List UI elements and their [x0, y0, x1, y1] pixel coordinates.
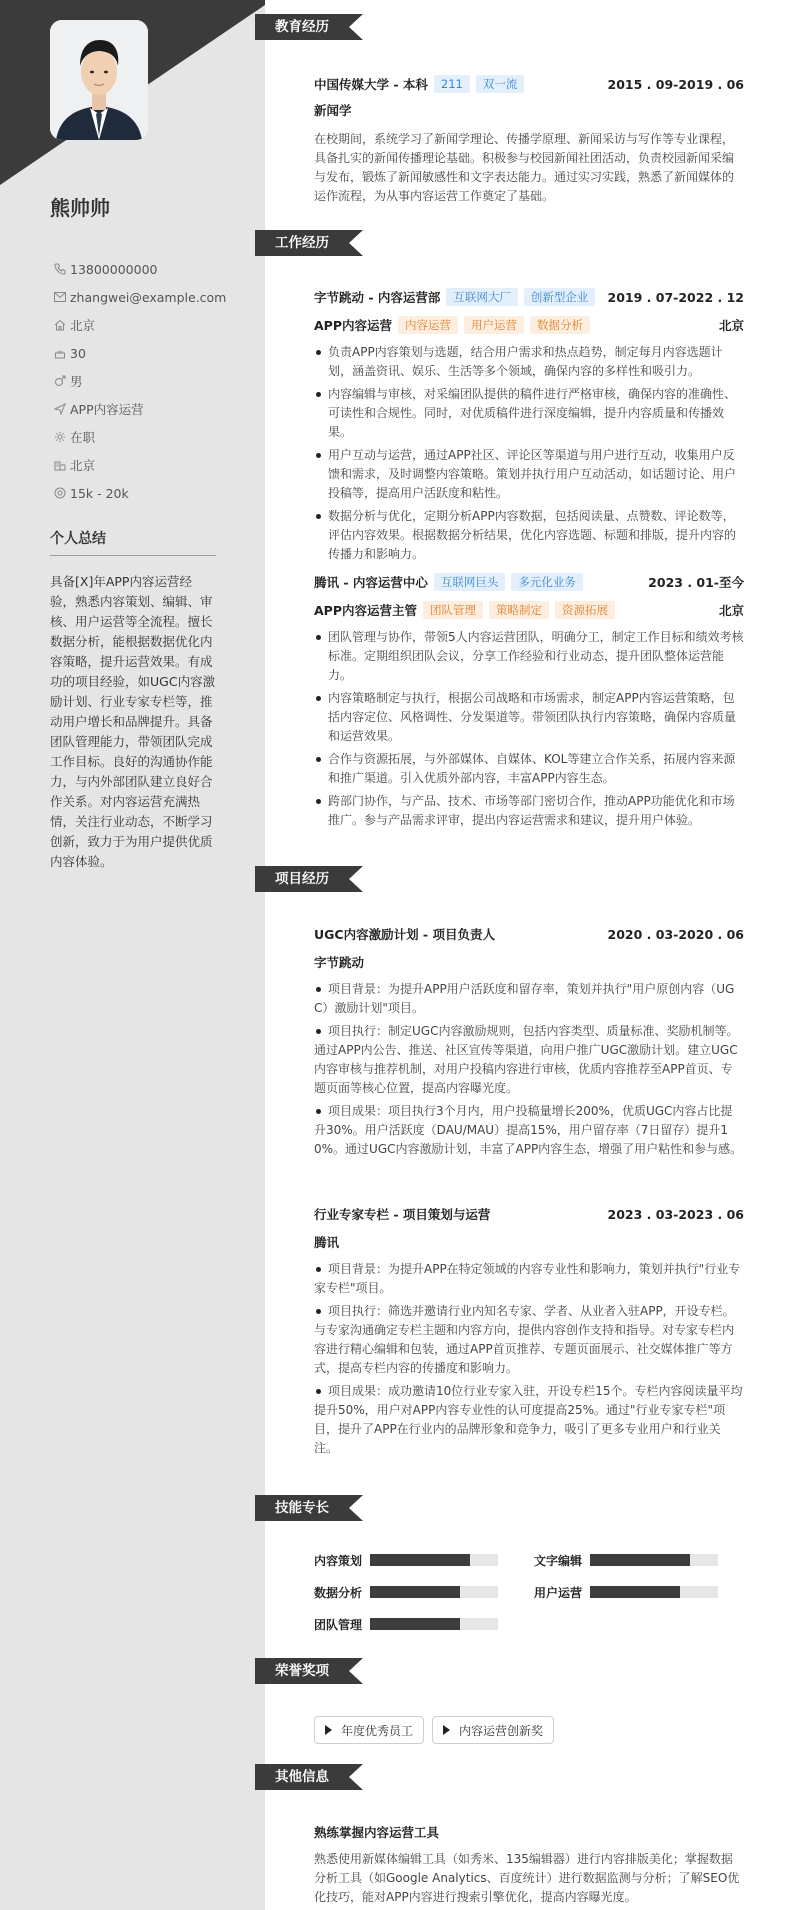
- work-bullet: 数据分析与优化，定期分析APP内容数据，包括阅读量、点赞数、评论数等，评估内容效果。根据数据分析结果，优化内容选题、标题和排版，提升内容的传播力和影响力。: [314, 507, 744, 564]
- contact-list: [50, 255, 250, 507]
- work-date: 2023 . 01-至今: [648, 575, 744, 590]
- skill-bar: [590, 1554, 718, 1566]
- job-role: APP内容运营: [314, 318, 392, 333]
- project-org-row: [314, 952, 744, 972]
- school-name: 中国传媒大学 - 本科: [314, 77, 428, 92]
- summary-text: 具备[X]年APP内容运营经验，熟悉内容策划、编辑、审核、用户运营等全流程。擅长数据分析，能根据数据优化内容策略，提升运营效果。有成功的项目经验，如UGC内容激励计划、行业专家专栏等，推动用户增长和品牌提升。具备团队管理能力，带领团队完成工作目标。良好的沟通协作能力，与内外部团队建立良好合作关系。对内容运营充满热情，关注行业动态，不断学习创新，致力于为用户提供优质内容体验。: [50, 574, 216, 869]
- work-bullet: 内容策略制定与执行，根据公司战略和市场需求，制定APP内容运营策略，包括内容定位、风格调性、分发渠道等。带领团队执行内容策略，确保内容质量和运营效果。: [314, 689, 744, 746]
- mail-icon: [50, 290, 70, 304]
- skill-name: 文字编辑: [534, 1553, 583, 1568]
- company-tag: 创新型企业: [524, 288, 596, 306]
- contact-age: [50, 339, 250, 367]
- other-title: 熟练掌握内容运营工具: [314, 1825, 440, 1840]
- project-org-row: [314, 1232, 744, 1252]
- contact-phone: [50, 255, 250, 283]
- section-work: [255, 230, 363, 256]
- project-bullet: 项目背景：为提升APP在特定领域的内容专业性和影响力，策划并执行"行业专家专栏"项目。: [314, 1260, 744, 1298]
- contact-target-job: [50, 395, 250, 423]
- company-tag: 互联网巨头: [434, 573, 506, 591]
- company-tag: 互联网大厂: [446, 288, 518, 306]
- skill-name: 内容策划: [314, 1553, 363, 1568]
- work-bullet: 团队管理与协作，带领5人内容运营团队，明确分工，制定工作目标和绩效考核标准。定期组织团队会议，分享工作经验和行业动态，提升团队整体运营能力。: [314, 628, 744, 685]
- project-header: [314, 924, 744, 944]
- work-location: 北京: [718, 318, 744, 333]
- skill-bar: [370, 1586, 498, 1598]
- contact-text: zhangwei@example.com: [70, 289, 227, 305]
- work-role-row: [314, 315, 744, 335]
- skill-item: [534, 1552, 718, 1568]
- project-org: 腾讯: [314, 1235, 340, 1250]
- section-title: 工作经历: [275, 235, 329, 251]
- major: 新闻学: [314, 103, 352, 118]
- role-tag: 团队管理: [423, 601, 483, 619]
- work-bullets: [314, 343, 744, 568]
- job-role: APP内容运营主管: [314, 603, 417, 618]
- education-date: 2015 . 09-2019 . 06: [607, 76, 744, 92]
- section-education: [255, 14, 363, 40]
- work-date: 2019 . 07-2022 . 12: [607, 289, 744, 305]
- school-tag: 双一流: [476, 75, 525, 93]
- skill-name: 数据分析: [314, 1585, 363, 1600]
- project-bullet: 项目成果：项目执行3个月内，用户投稿量增长200%，优质UGC内容占比提升30%。用户活跃度（DAU/MAU）提高15%，用户留存率（7日留存）提升10%。通过UGC内容激励计划，丰富了APP内容生态，增强了用户粘性和参与感。: [314, 1102, 744, 1159]
- work-bullet: 内容编辑与审核，对采编团队提供的稿件进行严格审核，确保内容的准确性、可读性和合规性。同时，对优质稿件进行深度编辑，提升内容质量和传播效果。: [314, 385, 744, 442]
- skill-item: [314, 1616, 498, 1632]
- project-bullets: [314, 980, 744, 1163]
- contact-text: 在职: [70, 430, 96, 445]
- section-title: 其他信息: [275, 1769, 329, 1785]
- project-bullet: 项目成果：成功邀请10位行业专家入驻，开设专栏15个。专栏内容阅读量平均提升50%，用户对APP内容专业性的认可度提高25%。通过"行业专家专栏"项目，提升了APP在行业内的品牌形象和竞争力，吸引了更多专业用户和行业关注。: [314, 1382, 744, 1458]
- skill-bar-fill: [370, 1618, 460, 1630]
- skill-bar: [370, 1554, 498, 1566]
- contact-city: [50, 451, 250, 479]
- other-title-row: [314, 1822, 744, 1842]
- skill-item: [314, 1584, 498, 1600]
- contact-salary: [50, 479, 250, 507]
- contact-hometown: [50, 311, 250, 339]
- contact-text: 男: [70, 374, 83, 389]
- summary-title: 个人总结: [50, 531, 106, 547]
- work-role-row: [314, 600, 744, 620]
- section-awards: [255, 1658, 363, 1684]
- skill-name: 团队管理: [314, 1617, 363, 1632]
- project-org: 字节跳动: [314, 955, 365, 970]
- age-icon: [50, 346, 70, 360]
- work-header: [314, 572, 744, 592]
- role-tag: 内容运营: [398, 316, 458, 334]
- avatar: [50, 20, 148, 140]
- company-name: 腾讯 - 内容运营中心: [314, 575, 428, 590]
- contact-text: 北京: [70, 318, 96, 333]
- education-description: 在校期间，系统学习了新闻学理论、传播学原理、新闻采访与写作等专业课程，具备扎实的新闻传播理论基础。积极参与校园新闻社团活动，负责校园新闻采编与发布，锻炼了新闻敏感性和文字表达能力。通过实习实践，熟悉了新闻媒体的运作流程，为从事内容运营工作奠定了基础。: [314, 132, 735, 203]
- project-bullets: [314, 1260, 744, 1462]
- phone-icon: [50, 262, 70, 276]
- skill-bar-fill: [590, 1554, 690, 1566]
- section-title: 荣誉奖项: [275, 1663, 329, 1679]
- award-label: 内容运营创新奖: [459, 1723, 544, 1738]
- section-other: [255, 1764, 363, 1790]
- work-bullet: 用户互动与运营，通过APP社区、评论区等渠道与用户进行互动，收集用户反馈和需求，及时调整内容策略。策划并执行用户互动活动，如话题讨论、用户投稿等，提高用户活跃度和粘性。: [314, 446, 744, 503]
- skill-bar-fill: [370, 1554, 470, 1566]
- skill-bar-fill: [370, 1586, 460, 1598]
- role-tag: 策略制定: [489, 601, 549, 619]
- city-icon: [50, 458, 70, 472]
- contact-status: [50, 423, 250, 451]
- project-bullet: 项目执行：筛选并邀请行业内知名专家、学者、从业者入驻APP，开设专栏。与专家沟通确定专栏主题和内容方向，提供内容创作支持和指导。对专家专栏内容进行精心编辑和包装，通过APP首页推荐、专题页面展示、社交媒体推广等方式，提高专栏内容的传播度和影响力。: [314, 1302, 744, 1378]
- section-title: 教育经历: [275, 19, 329, 35]
- school-tag: 211: [434, 75, 470, 93]
- skill-bar-fill: [590, 1586, 680, 1598]
- contact-text: 30: [70, 345, 86, 361]
- education-major-row: [314, 100, 744, 120]
- contact-email: [50, 283, 250, 311]
- contact-text: 13800000000: [70, 261, 158, 277]
- award-badge: [432, 1716, 554, 1744]
- section-projects: [255, 866, 363, 892]
- work-location: 北京: [718, 603, 744, 618]
- section-title: 项目经历: [275, 871, 329, 887]
- award-badge: [314, 1716, 424, 1744]
- award-label: 年度优秀员工: [341, 1723, 414, 1738]
- sidebar: [0, 0, 265, 1910]
- contact-text: APP内容运营: [70, 402, 144, 417]
- role-tag: 资源拓展: [555, 601, 615, 619]
- contact-text: 北京: [70, 458, 96, 473]
- work-bullet: 跨部门协作，与产品、技术、市场等部门密切合作，推动APP功能优化和市场推广。参与产品需求评审，提出内容运营需求和建议，提升用户体验。: [314, 792, 744, 830]
- project-title: UGC内容激励计划 - 项目负责人: [314, 927, 495, 942]
- salary-icon: [50, 486, 70, 500]
- company-tag: 多元化业务: [511, 573, 583, 591]
- education-header: [314, 74, 744, 94]
- play-triangle-icon: [443, 1725, 450, 1735]
- work-bullet: 合作与资源拓展，与外部媒体、自媒体、KOL等建立合作关系，拓展内容来源和推广渠道。引入优质外部内容，丰富APP内容生态。: [314, 750, 744, 788]
- skill-item: [534, 1584, 718, 1600]
- project-bullet: 项目背景：为提升APP用户活跃度和留存率，策划并执行"用户原创内容（UGC）激励计划"项目。: [314, 980, 744, 1018]
- project-bullet: 项目执行：制定UGC内容激励规则，包括内容类型、质量标准、奖励机制等。通过APP内公告、推送、社区宣传等渠道，向用户推广UGC激励计划。建立UGC内容审核与推荐机制，对用户投稿内容进行审核，优质内容推荐至APP首页、专题页面等核心位置，提高内容曝光度。: [314, 1022, 744, 1098]
- project-date: 2023 . 03-2023 . 06: [607, 1206, 744, 1222]
- status-icon: [50, 430, 70, 444]
- other-description: 熟悉使用新媒体编辑工具（如秀米、135编辑器）进行内容排版美化；掌握数据分析工具（如Google Analytics、百度统计）进行数据监测与分析；了解SEO优化技巧，能对APP内容进行搜索引擎优化，提高内容曝光度。: [314, 1852, 740, 1904]
- target-job-icon: [50, 402, 70, 416]
- contact-gender: [50, 367, 250, 395]
- work-header: [314, 287, 744, 307]
- company-name: 字节跳动 - 内容运营部: [314, 290, 441, 305]
- hometown-icon: [50, 318, 70, 332]
- skill-name: 用户运营: [534, 1585, 583, 1600]
- section-skills: [255, 1495, 363, 1521]
- project-header: [314, 1204, 744, 1224]
- work-bullets: [314, 628, 744, 834]
- role-tag: 数据分析: [530, 316, 590, 334]
- skill-bar: [590, 1586, 718, 1598]
- skill-bar: [370, 1618, 498, 1630]
- project-date: 2020 . 03-2020 . 06: [607, 926, 744, 942]
- section-title: 技能专长: [275, 1500, 329, 1516]
- summary-divider: [50, 555, 216, 556]
- role-tag: 用户运营: [464, 316, 524, 334]
- candidate-name: 熊帅帅: [50, 196, 110, 220]
- contact-text: 15k - 20k: [70, 485, 129, 501]
- work-bullet: 负责APP内容策划与选题，结合用户需求和热点趋势，制定每月内容选题计划，涵盖资讯、娱乐、生活等多个领域，确保内容的多样性和吸引力。: [314, 343, 744, 381]
- awards-list: [314, 1716, 562, 1744]
- play-triangle-icon: [325, 1725, 332, 1735]
- skill-item: [314, 1552, 498, 1568]
- gender-icon: [50, 374, 70, 388]
- project-title: 行业专家专栏 - 项目策划与运营: [314, 1207, 491, 1222]
